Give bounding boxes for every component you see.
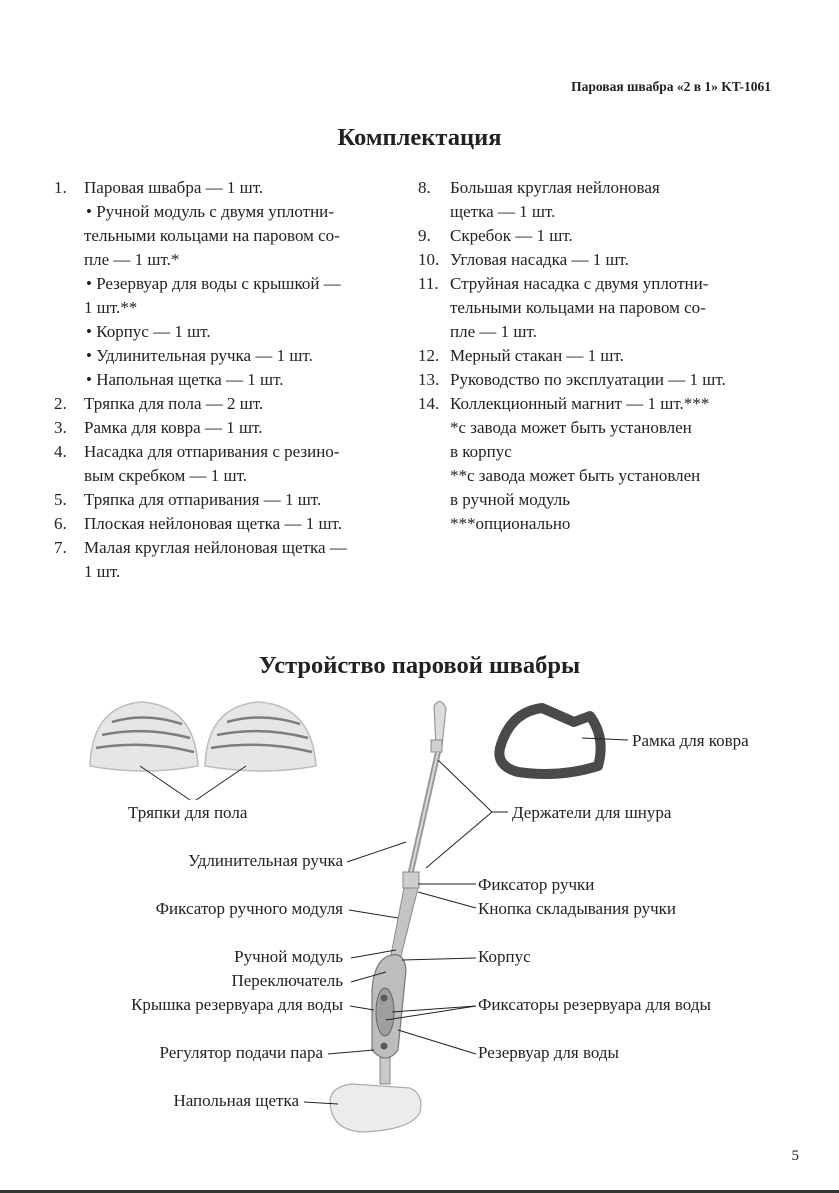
- carpet-frame-icon: [499, 708, 600, 774]
- item-continuation: **с завода может быть установлен: [450, 466, 701, 485]
- floor-rag-left-icon: [90, 702, 198, 771]
- label-cord-holders: Держатели для шнура: [512, 803, 672, 822]
- item-number: 13.: [418, 370, 440, 389]
- item-number: 5.: [54, 490, 67, 509]
- item-text: Тряпка для отпаривания — 1 шт.: [84, 490, 322, 509]
- item-text: Напольная щетка — 1 шт.: [96, 370, 284, 389]
- item-continuation: пле — 1 шт.: [450, 322, 537, 341]
- label-module-lock: Фиксатор ручного модуля: [155, 899, 343, 918]
- label-tank-locks: Фиксаторы резервуара для воды: [478, 995, 711, 1014]
- label-carpet-frame: Рамка для ковра: [632, 731, 749, 750]
- item-text: Корпус — 1 шт.: [96, 322, 211, 341]
- item-continuation: 1 шт.: [84, 562, 121, 581]
- item-text: Насадка для отпаривания с резино-: [84, 442, 340, 461]
- item-text: Струйная насадка с двумя уплотни-: [450, 274, 709, 293]
- item-text: Плоская нейлоновая щетка — 1 шт.: [84, 514, 342, 533]
- item-text: Рамка для ковра — 1 шт.: [84, 418, 263, 437]
- item-number: 11.: [418, 274, 439, 293]
- label-floor-brush: Напольная щетка: [173, 1091, 299, 1110]
- item-text: Паровая швабра — 1 шт.: [84, 178, 264, 197]
- bullet-icon: •: [86, 274, 92, 293]
- item-text: Ручной модуль с двумя уплотни-: [96, 202, 334, 221]
- item-text: Угловая насадка — 1 шт.: [450, 250, 629, 269]
- label-handle-lock: Фиксатор ручки: [478, 875, 595, 894]
- label-tank-cap: Крышка резервуара для воды: [131, 995, 343, 1014]
- item-continuation: щетка — 1 шт.: [450, 202, 556, 221]
- label-body: Корпус: [478, 947, 531, 966]
- running-header: Паровая швабра «2 в 1» KT-1061: [571, 79, 771, 94]
- item-continuation: вым скребком — 1 шт.: [84, 466, 248, 485]
- item-continuation: в ручной модуль: [450, 490, 570, 509]
- bullet-icon: •: [86, 370, 92, 389]
- label-fold-button: Кнопка складывания ручки: [478, 899, 677, 918]
- item-text: Удлинительная ручка — 1 шт.: [96, 346, 313, 365]
- item-continuation: в корпус: [450, 442, 512, 461]
- label-hand-module: Ручной модуль: [234, 947, 343, 966]
- item-continuation: тельными кольцами на паровом со-: [84, 226, 340, 245]
- bullet-icon: •: [86, 346, 92, 365]
- item-number: 12.: [418, 346, 440, 365]
- item-number: 6.: [54, 514, 67, 533]
- item-number: 2.: [54, 394, 67, 413]
- item-text: Коллекционный магнит — 1 шт.***: [450, 394, 710, 413]
- label-steam-regulator: Регулятор подачи пара: [159, 1043, 323, 1062]
- item-continuation: тельными кольцами на паровом со-: [450, 298, 706, 317]
- item-continuation: 1 шт.**: [84, 298, 138, 317]
- section-title-device: Устройство паровой швабры: [258, 652, 581, 679]
- item-number: 10.: [418, 250, 440, 269]
- item-number: 1.: [54, 178, 67, 197]
- item-text: Тряпка для пола — 2 шт.: [84, 394, 264, 413]
- item-number: 9.: [418, 226, 431, 245]
- page-number: 5: [791, 1148, 799, 1164]
- item-number: 14.: [418, 394, 440, 413]
- bullet-icon: •: [86, 322, 92, 341]
- section-title-contents: Комплектация: [337, 124, 502, 151]
- item-continuation: ***опционально: [450, 514, 571, 533]
- item-number: 7.: [54, 538, 67, 557]
- floor-rag-right-icon: [205, 702, 316, 771]
- item-number: 8.: [418, 178, 431, 197]
- item-number: 4.: [54, 442, 67, 461]
- item-continuation: *с завода может быть установлен: [450, 418, 692, 437]
- bullet-icon: •: [86, 202, 92, 221]
- item-continuation: пле — 1 шт.*: [84, 250, 180, 269]
- label-extension-handle: Удлинительная ручка: [188, 851, 343, 870]
- item-text: Малая круглая нейлоновая щетка —: [84, 538, 347, 557]
- item-text: Мерный стакан — 1 шт.: [450, 346, 624, 365]
- item-text: Скребок — 1 шт.: [450, 226, 573, 245]
- item-number: 3.: [54, 418, 67, 437]
- item-text: Большая круглая нейлоновая: [450, 178, 660, 197]
- label-floor-rags: Тряпки для пола: [128, 803, 248, 822]
- item-text: Руководство по эксплуатации — 1 шт.: [450, 370, 726, 389]
- label-switch: Переключатель: [231, 971, 343, 990]
- item-text: Резервуар для воды с крышкой —: [96, 274, 341, 293]
- label-water-tank: Резервуар для воды: [478, 1043, 619, 1062]
